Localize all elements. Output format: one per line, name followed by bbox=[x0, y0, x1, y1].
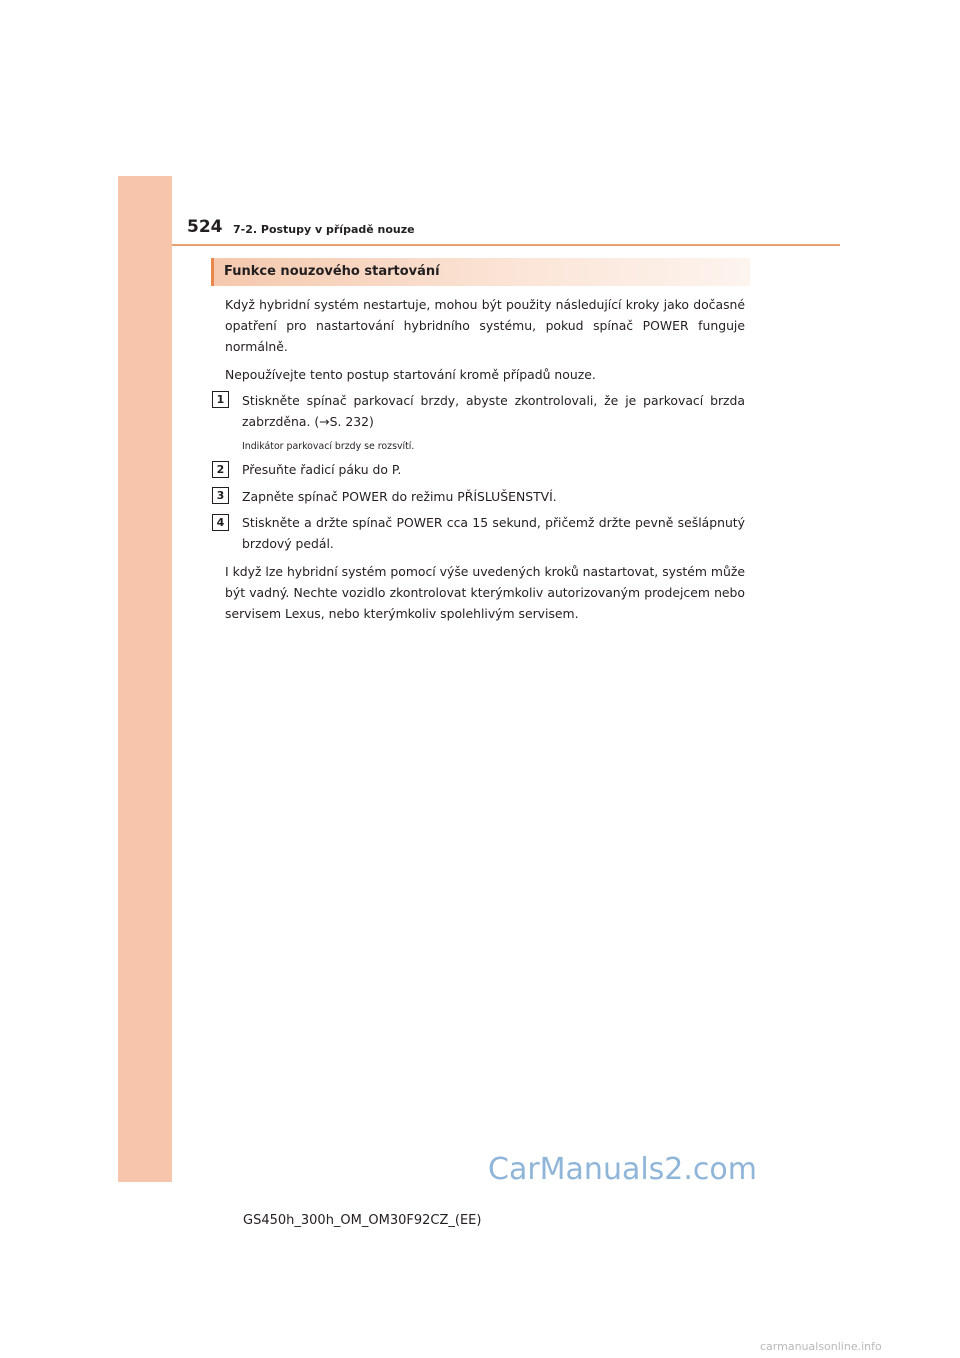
right-arrow-icon: → bbox=[319, 414, 330, 429]
page-number: 524 bbox=[187, 217, 223, 237]
running-head: 7-2. Postupy v případě nouze bbox=[233, 223, 415, 236]
footer-document-code: GS450h_300h_OM_OM30F92CZ_(EE) bbox=[243, 1213, 482, 1228]
bottom-watermark: carmanualsonline.info bbox=[760, 1340, 882, 1353]
step-2-text: Přesuňte řadicí páku do P. bbox=[242, 462, 402, 477]
carmanuals-watermark: CarManuals2.com bbox=[488, 1152, 758, 1187]
step-3-number: 3 bbox=[212, 487, 229, 504]
intro-paragraph: Když hybridní systém nestartuje, mohou být použity následující kroky jako dočasné opatření pro nastartování hybridního systému, pokud spínač POWER funguje normálně. bbox=[225, 297, 745, 354]
section-accent-bar bbox=[211, 258, 214, 286]
section-header bbox=[211, 258, 750, 286]
step-1-number: 1 bbox=[212, 391, 229, 408]
emergency-warning: Nepoužívejte tento postup startování kromě případů nouze. bbox=[225, 367, 596, 382]
step-1-text bbox=[242, 390, 745, 432]
step-1-text-before: Stiskněte spínač parkovací brzdy, abyste zkontrolovali, že je parkovací brzda zabrzděna. ( bbox=[242, 393, 745, 429]
step-3-text: Zapněte spínač POWER do režimu PŘÍSLUŠENSTVÍ. bbox=[242, 489, 557, 504]
step-1-page-reference[interactable]: S. 232) bbox=[329, 414, 374, 429]
step-2-number: 2 bbox=[212, 461, 229, 478]
header-rule bbox=[172, 244, 840, 246]
step-1-note: Indikátor parkovací brzdy se rozsvítí. bbox=[242, 441, 415, 452]
step-4-text: Stiskněte a držte spínač POWER cca 15 sekund, přičemž držte pevně sešlápnutý brzdový pedál. bbox=[242, 515, 745, 551]
step-4-number: 4 bbox=[212, 514, 229, 531]
section-title: Funkce nouzového startování bbox=[224, 264, 440, 279]
closing-paragraph: I když lze hybridní systém pomocí výše uvedených kroků nastartovat, systém může být vadný. Nechte vozidlo zkontrolovat kterýmkoliv autorizovaným prodejcem nebo servisem Lexus, nebo kterýmkoliv spolehlivým servisem. bbox=[225, 564, 745, 621]
chapter-sidebar-band bbox=[118, 176, 172, 1182]
